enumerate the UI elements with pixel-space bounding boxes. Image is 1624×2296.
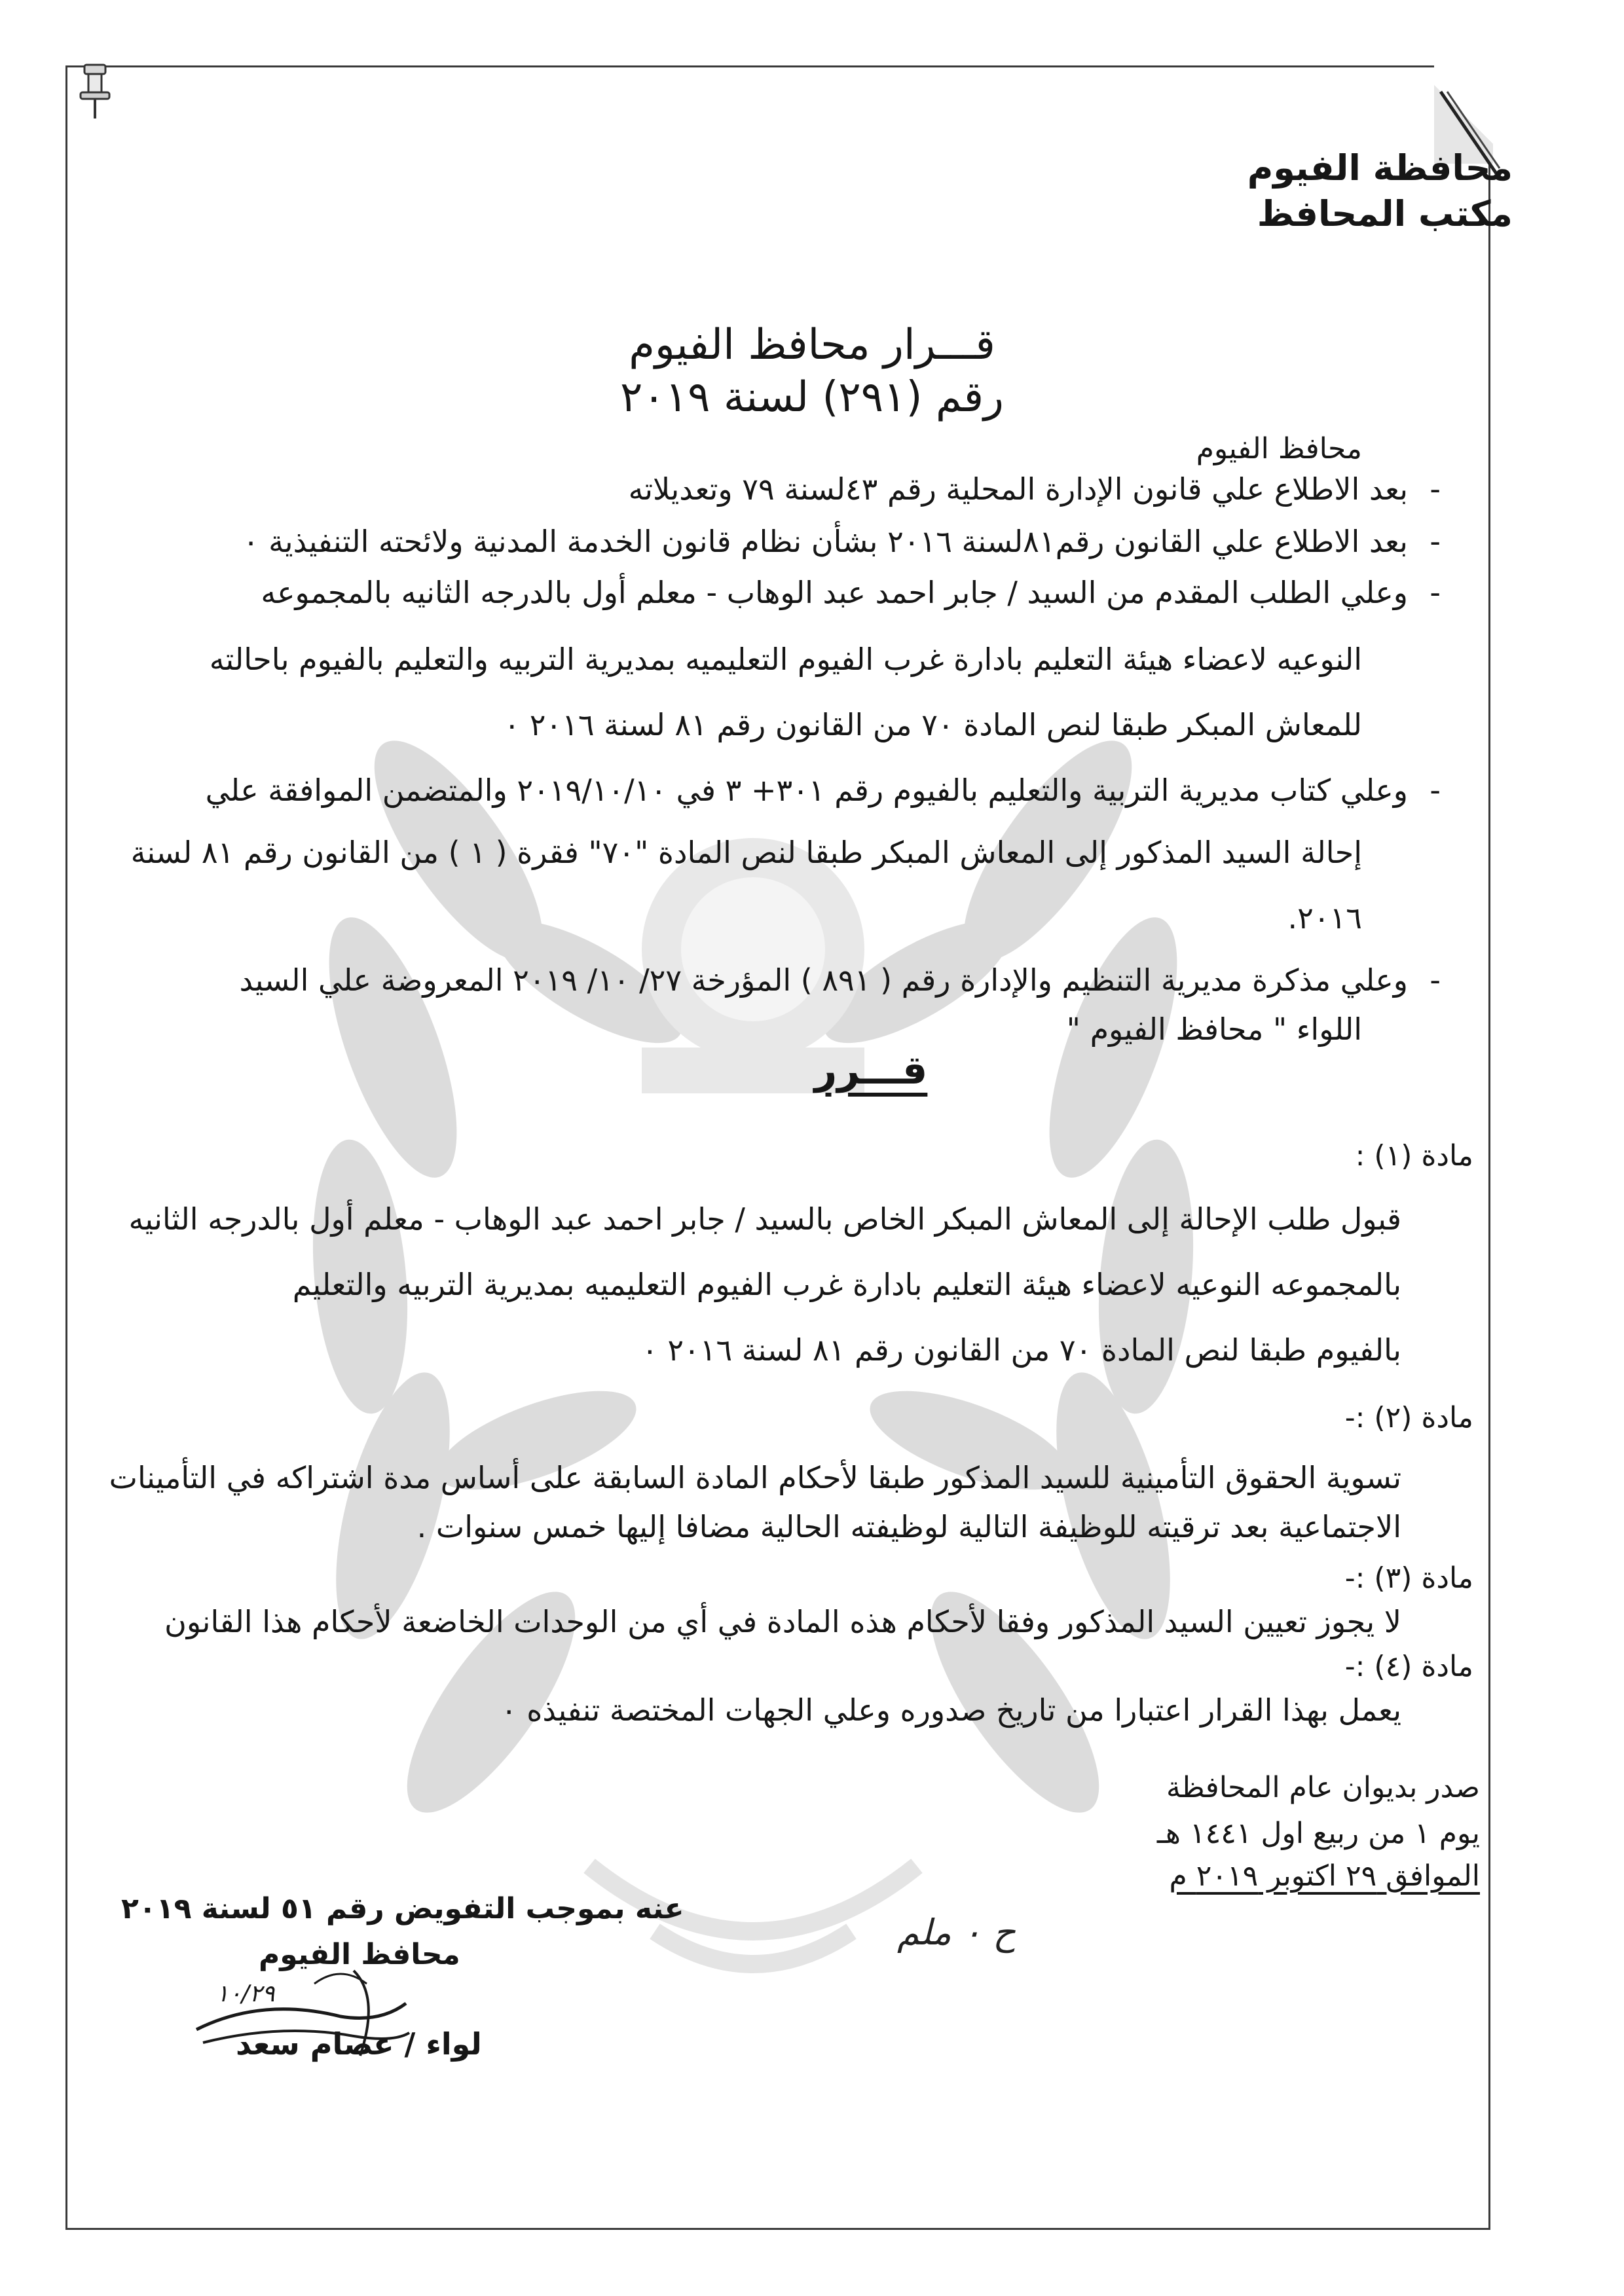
pushpin-icon	[75, 62, 115, 121]
governor-label: محافظ الفيوم	[1196, 432, 1362, 465]
header-governorate: محافظة الفيوم	[1247, 147, 1513, 189]
handwritten-signature	[183, 1958, 419, 2088]
decree-title: قـــرار محافظ الفيوم	[629, 321, 995, 369]
issuance-hijri-date: يوم ١ من ربيع اول ١٤٤١ هـ	[1156, 1817, 1480, 1850]
signature-title: محافظ الفيوم	[259, 1938, 460, 1971]
preamble-continuation: ٢٠١٦.	[1287, 900, 1362, 936]
article-text: الاجتماعية بعد ترقيته للوظيفة التالية لوظيفته الحالية مضافا إليها خمس سنوات .	[416, 1509, 1401, 1544]
article-label: مادة (٣) :-	[1344, 1561, 1473, 1595]
article-text: لا يجوز تعيين السيد المذكور وفقا لأحكام هذه المادة في أي من الوحدات الخاضعة لأحكام هذا القانون	[164, 1604, 1401, 1639]
article-label: مادة (٢) :-	[1344, 1401, 1473, 1434]
preamble-continuation: النوعيه لاعضاء هيئة التعليم بادارة غرب الفيوم التعليميه بمديرية التربيه والتعليم بالفيوم باحالته	[209, 642, 1362, 677]
watermark-laurel-emblem	[196, 589, 1310, 2062]
header-office: مكتب المحافظ	[1257, 193, 1513, 234]
article-text: يعمل بهذا القرار اعتبارا من تاريخ صدوره وعلي الجهات المختصة تنفيذه ٠	[500, 1692, 1401, 1728]
preamble-item: بعد الاطلاع علي القانون رقم٨١لسنة ٢٠١٦ بشأن نظام قانون الخدمة المدنية ولائحته التنفيذية ٠ -	[243, 524, 1408, 559]
preamble-item: وعلي مذكرة مديرية التنظيم والإدارة رقم ( ٨٩١ ) المؤرخة ٢٧/ ١٠/ ٢٠١٩ المعروضة علي السيد -	[239, 962, 1408, 998]
article-label: مادة (٤) :-	[1344, 1650, 1473, 1683]
signature-date: ١٠/٢٩	[216, 1980, 275, 2007]
preamble-continuation: إحالة السيد المذكور إلى المعاش المبكر طبقا لنص المادة "٧٠" فقرة ( ١ ) من القانون رقم ٨١ لسنة	[130, 835, 1362, 870]
article-text: تسوية الحقوق التأمينية للسيد المذكور طبقا لأحكام المادة السابقة على أساس مدة اشتراكه في التأمينات	[109, 1460, 1401, 1495]
decision-heading: قـــرر	[814, 1048, 928, 1093]
preamble-continuation: للمعاش المبكر طبقا لنص المادة ٧٠ من القانون رقم ٨١ لسنة ٢٠١٦ ٠	[504, 707, 1362, 742]
signatory-name: لواء / عصام سعد	[236, 2026, 482, 2062]
preamble-continuation: اللواء " محافظ الفيوم "	[1066, 1011, 1362, 1047]
article-text: قبول طلب الإحالة إلى المعاش المبكر الخاص بالسيد / جابر احمد عبد الوهاب - معلم أول بالدرجه الثانيه	[128, 1201, 1401, 1237]
article-label: مادة (١) :	[1355, 1139, 1473, 1173]
delegation-line: عنه بموجب التفويض رقم ٥١ لسنة ٢٠١٩	[121, 1892, 684, 1925]
decree-number: رقم (٢٩١) لسنة ٢٠١٩	[620, 373, 1004, 422]
preamble-item: وعلي الطلب المقدم من السيد / جابر احمد عبد الوهاب - معلم أول بالدرجه الثانيه بالمجموعه -	[261, 575, 1408, 610]
issuance-gregorian-date: الموافق ٢٩ اكتوبر ٢٠١٩ م	[1169, 1859, 1480, 1893]
preamble-item: بعد الاطلاع علي قانون الإدارة المحلية رقم ٤٣لسنة ٧٩ وتعديلاته -	[629, 471, 1408, 507]
article-text: بالمجموعه النوعيه لاعضاء هيئة التعليم بادارة غرب الفيوم التعليميه بمديرية التربيه والتعليم	[292, 1267, 1401, 1302]
preamble-item: وعلي كتاب مديرية التربية والتعليم بالفيوم رقم ٣٠١+ ٣ في ٢٠١٩/١٠/١٠ والمتضمن الموافقة علي -	[206, 773, 1408, 808]
article-text: بالفيوم طبقا لنص المادة ٧٠ من القانون رقم ٨١ لسنة ٢٠١٦ ٠	[642, 1332, 1401, 1368]
issuance-place: صدر بديوان عام المحافظة	[1166, 1771, 1480, 1804]
handwritten-mark: ح ٠ ملم	[897, 1912, 1016, 1953]
